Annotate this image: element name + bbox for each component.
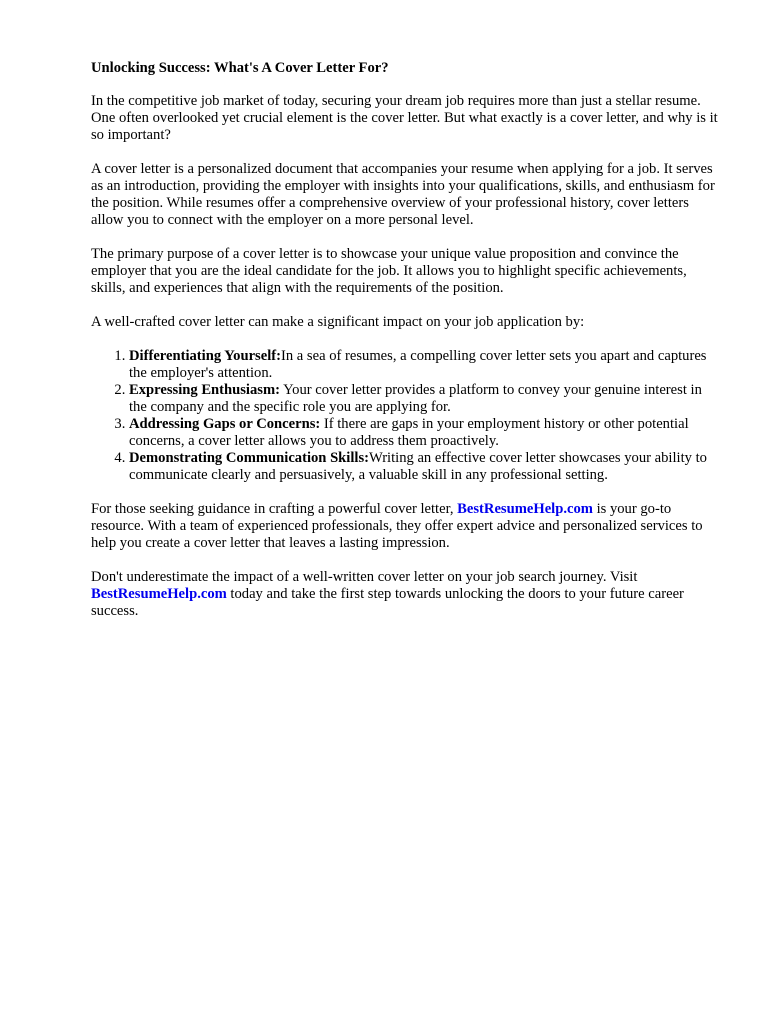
definition-paragraph: A cover letter is a personalized document that accompanies your resume when applying for a job. It serves as an introduction, providing the employer with insights into your qualifications, skills, and enthusiasm for the position. While resumes offer a comprehensive overview of your professional history, cover letters allow you to connect with the employer on a more personal level.	[91, 161, 715, 228]
list-item	[129, 450, 721, 484]
closing-text-after: today and take the first step towards unlocking the doors to your future career success.	[91, 586, 684, 619]
intro-paragraph: In the competitive job market of today, securing your dream job requires more than just a stellar resume. One often overlooked yet crucial element is the cover letter. But what exactly is a cover letter, and why is it so important?	[91, 93, 718, 143]
bestresumehelp-link[interactable]: BestResumeHelp.com	[91, 586, 227, 602]
guidance-paragraph	[91, 501, 721, 552]
list-item-title: Addressing Gaps or Concerns:	[129, 416, 321, 432]
bestresumehelp-link[interactable]: BestResumeHelp.com	[457, 501, 593, 517]
guidance-text-before: For those seeking guidance in crafting a powerful cover letter,	[91, 501, 458, 517]
list-item-text: Writing an effective cover letter showcases your ability to communicate clearly and persuasively, a valuable skill in any professional setting.	[129, 450, 707, 483]
list-item-text: Your cover letter provides a platform to convey your genuine interest in the company and the specific role you are applying for.	[129, 382, 702, 415]
document-title: Unlocking Success: What's A Cover Letter For?	[91, 60, 389, 76]
list-item	[129, 416, 721, 450]
list-item-title: Differentiating Yourself:	[129, 348, 281, 364]
guidance-text-after: is your go-to resource. With a team of experienced professionals, they offer expert advice and personalized services to help you create a cover letter that leaves a lasting impression.	[91, 501, 703, 551]
list-item-title: Demonstrating Communication Skills:	[129, 450, 369, 466]
list-item-text: If there are gaps in your employment history or other potential concerns, a cover letter allows you to address them proactively.	[129, 416, 689, 449]
impact-intro-paragraph: A well-crafted cover letter can make a significant impact on your job application by:	[91, 314, 585, 330]
closing-text-before: Don't underestimate the impact of a well-written cover letter on your job search journey. Visit	[91, 569, 638, 585]
purpose-paragraph: The primary purpose of a cover letter is to showcase your unique value proposition and convince the employer that you are the ideal candidate for the job. It allows you to highlight specific achievements, skills, and experiences that align with the requirements of the position.	[91, 246, 687, 296]
closing-paragraph	[91, 569, 721, 620]
list-item-text: In a sea of resumes, a compelling cover letter sets you apart and captures the employer's attention.	[129, 348, 707, 381]
benefits-list	[91, 348, 721, 484]
list-item	[129, 382, 721, 416]
list-item	[129, 348, 721, 382]
list-item-title: Expressing Enthusiasm:	[129, 382, 280, 398]
document-page	[91, 60, 721, 637]
